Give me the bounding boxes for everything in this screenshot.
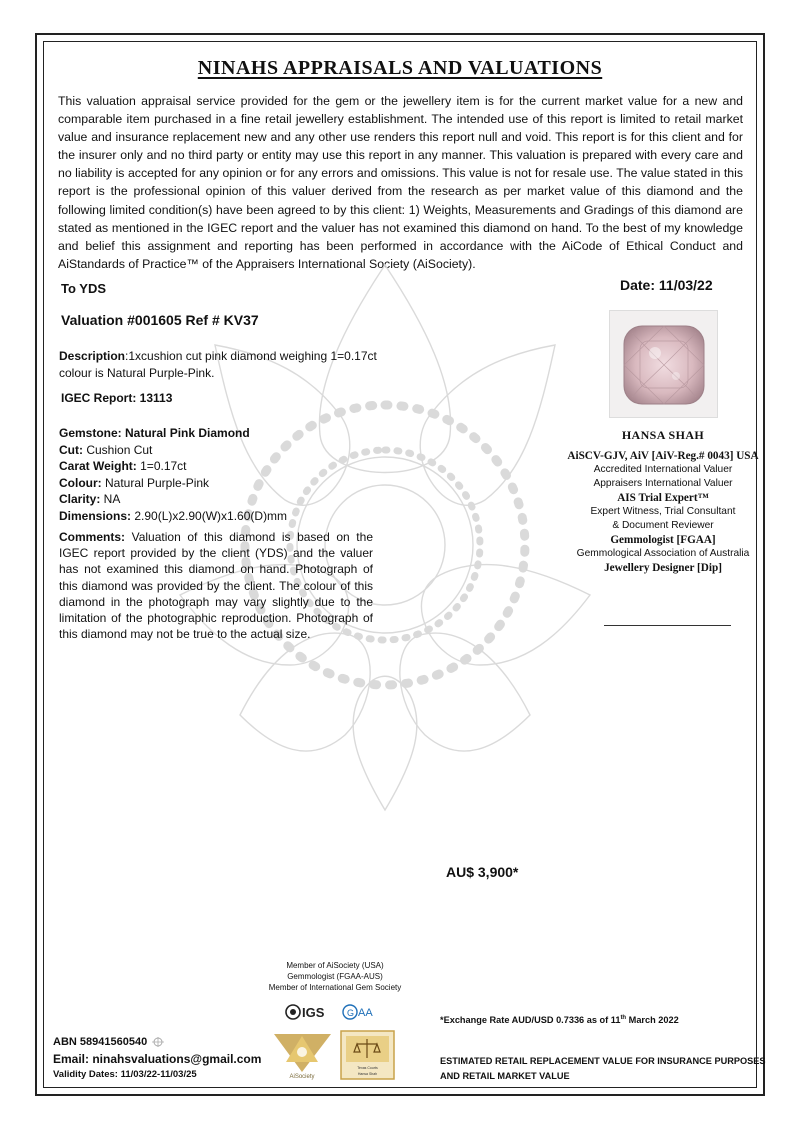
appraiser-credentials: [538, 428, 788, 575]
valuation-price: AU$ 3,900*: [446, 864, 519, 880]
spec-value: 2.90(L)x2.90(W)x1.60(D)mm: [131, 508, 288, 523]
spec-cut: [59, 442, 287, 459]
abn-text: ABN 58941560540: [53, 1036, 148, 1048]
credential-line: Jewellery Designer [Dip]: [604, 562, 722, 574]
igs-logo: [286, 1005, 325, 1020]
credential-line: Gemmologist [FGAA]: [610, 534, 716, 546]
description-text: :1xcushion cut pink diamond weighing 1=0.17ct colour is Natural Purple-Pink.: [59, 349, 377, 380]
memberships: [240, 960, 430, 993]
gem-specifications: [59, 425, 287, 524]
trial-expert-certificate-logo: [340, 1030, 395, 1080]
valuation-number: Valuation #001605 Ref # KV37: [61, 312, 259, 328]
contact-email: Email: ninahsvaluations@gmail.com: [53, 1052, 262, 1066]
spec-value: 1=0.17ct: [136, 459, 187, 473]
spec-label: Clarity:: [59, 492, 101, 506]
spec-dimensions: [59, 508, 287, 525]
exchange-rate-date: March 2022: [626, 1015, 679, 1026]
exchange-rate-note: [440, 1015, 679, 1025]
estimate-line: ESTIMATED RETAIL REPLACEMENT VALUE FOR INSURANCE PURPOSES: [440, 1056, 766, 1066]
svg-text:Texas Courts: Texas Courts: [357, 1066, 378, 1070]
credential-line: AIS Trial Expert™: [617, 492, 709, 504]
signature-line: [604, 625, 731, 626]
membership-line: Member of AiSociety (USA): [286, 961, 384, 970]
gaa-logo: [343, 1005, 373, 1019]
estimate-note: [440, 1054, 766, 1084]
credential-line: Accredited International Valuer: [593, 464, 733, 475]
description: [59, 348, 389, 382]
credential-line: AiSCV-GJV, AiV [AiV-Reg.# 0043] USA: [567, 450, 759, 462]
exchange-rate-text: *Exchange Rate AUD/USD 0.7336 as of 11: [440, 1015, 621, 1026]
svg-text:Hansa Shah: Hansa Shah: [357, 1072, 378, 1076]
credential-line: Expert Witness, Trial Consultant: [590, 506, 736, 517]
svg-text:AiSociety: AiSociety: [289, 1074, 315, 1080]
spec-carat-weight: [59, 458, 287, 475]
spec-gemstone: [59, 425, 287, 442]
membership-line: Member of International Gem Society: [268, 983, 402, 992]
intro-paragraph: This valuation appraisal service provided for the gem or the jewellery item is for the current market value for a new and comparable item purchased in a fine retail jewellery establishment. The intended use of this report is limited to retail market value and insurance replacement new and any other use renders this report null and void. This report is for this client and for the insurer only and no third party or entity may use this report in any manner. This valuation is prepared with every care and no liability is accepted for any opinion or for any errors and omissions. This value is not for resale use. The value stated in this report is the professional opinion of this valuer derived from the research as per market value of this diamond and the following limited condition(s) have been agreed to by this client: 1) Weights, Measurements and Gradings of this diamond are stated as mentioned in the IGEC report and the valuer has not examined this diamond on hand. To the best of my knowledge and belief this assignment and reporting has been performed in accordance with the AiCode of Ethical Conduct and AiStandards of Practice™ of the Appraisers International Society (AiSociety).: [58, 94, 743, 271]
credential-line: Gemmological Association of Australia: [576, 548, 750, 559]
report-date: Date: 11/03/22: [620, 277, 713, 293]
spec-value: NA: [100, 492, 121, 506]
document-title: NINAHS APPRAISALS AND VALUATIONS: [197, 57, 603, 79]
aisociety-logo: [270, 1028, 335, 1080]
svg-text:IGS: IGS: [302, 1005, 325, 1020]
spec-clarity: [59, 491, 287, 508]
exchange-rate-superscript: th: [620, 1015, 627, 1021]
spec-value: Natural Purple-Pink: [101, 475, 210, 490]
spec-label: Cut:: [59, 442, 83, 457]
ornament-icon: [150, 1036, 166, 1048]
estimate-line: AND RETAIL MARKET VALUE: [440, 1071, 570, 1081]
spec-colour: [59, 475, 287, 492]
membership-line: Gemmologist (FGAA-AUS): [287, 972, 383, 981]
membership-logos: [285, 1002, 395, 1022]
comments-text: Valuation of this diamond is based on the IGEC report provided by the client (YDS) and the valuer has not examined this diamond on hand. Photograph of this diamond was provided by the client. The colour of this diamond in the photograph may vary slightly due to the limitation of the photographic reproduction. Photograph of this diamond may not be true to the actual size.: [59, 530, 373, 642]
spec-label: Dimensions:: [59, 508, 132, 523]
abn-number: [53, 1036, 166, 1048]
igec-report-number: IGEC Report: 13113: [61, 391, 173, 405]
description-label: Description: [59, 349, 126, 363]
credential-line: Appraisers International Valuer: [593, 478, 733, 489]
spec-label: Gemstone: Natural Pink Diamond: [59, 426, 250, 440]
comments: [59, 529, 373, 642]
appraiser-name: HANSA SHAH: [621, 428, 705, 442]
svg-text:G: G: [347, 1008, 355, 1018]
spec-label: Carat Weight:: [59, 459, 137, 473]
svg-text:AA: AA: [358, 1007, 373, 1019]
comments-label: Comments:: [59, 530, 126, 544]
diamond-photo: [609, 310, 718, 418]
spec-value: Cushion Cut: [83, 442, 153, 457]
spec-label: Colour:: [59, 475, 102, 490]
credential-line: & Document Reviewer: [612, 520, 714, 531]
recipient: To YDS: [61, 281, 107, 296]
cushion-diamond-image: [610, 311, 717, 417]
validity-dates: Validity Dates: 11/03/22-11/03/25: [53, 1069, 197, 1080]
